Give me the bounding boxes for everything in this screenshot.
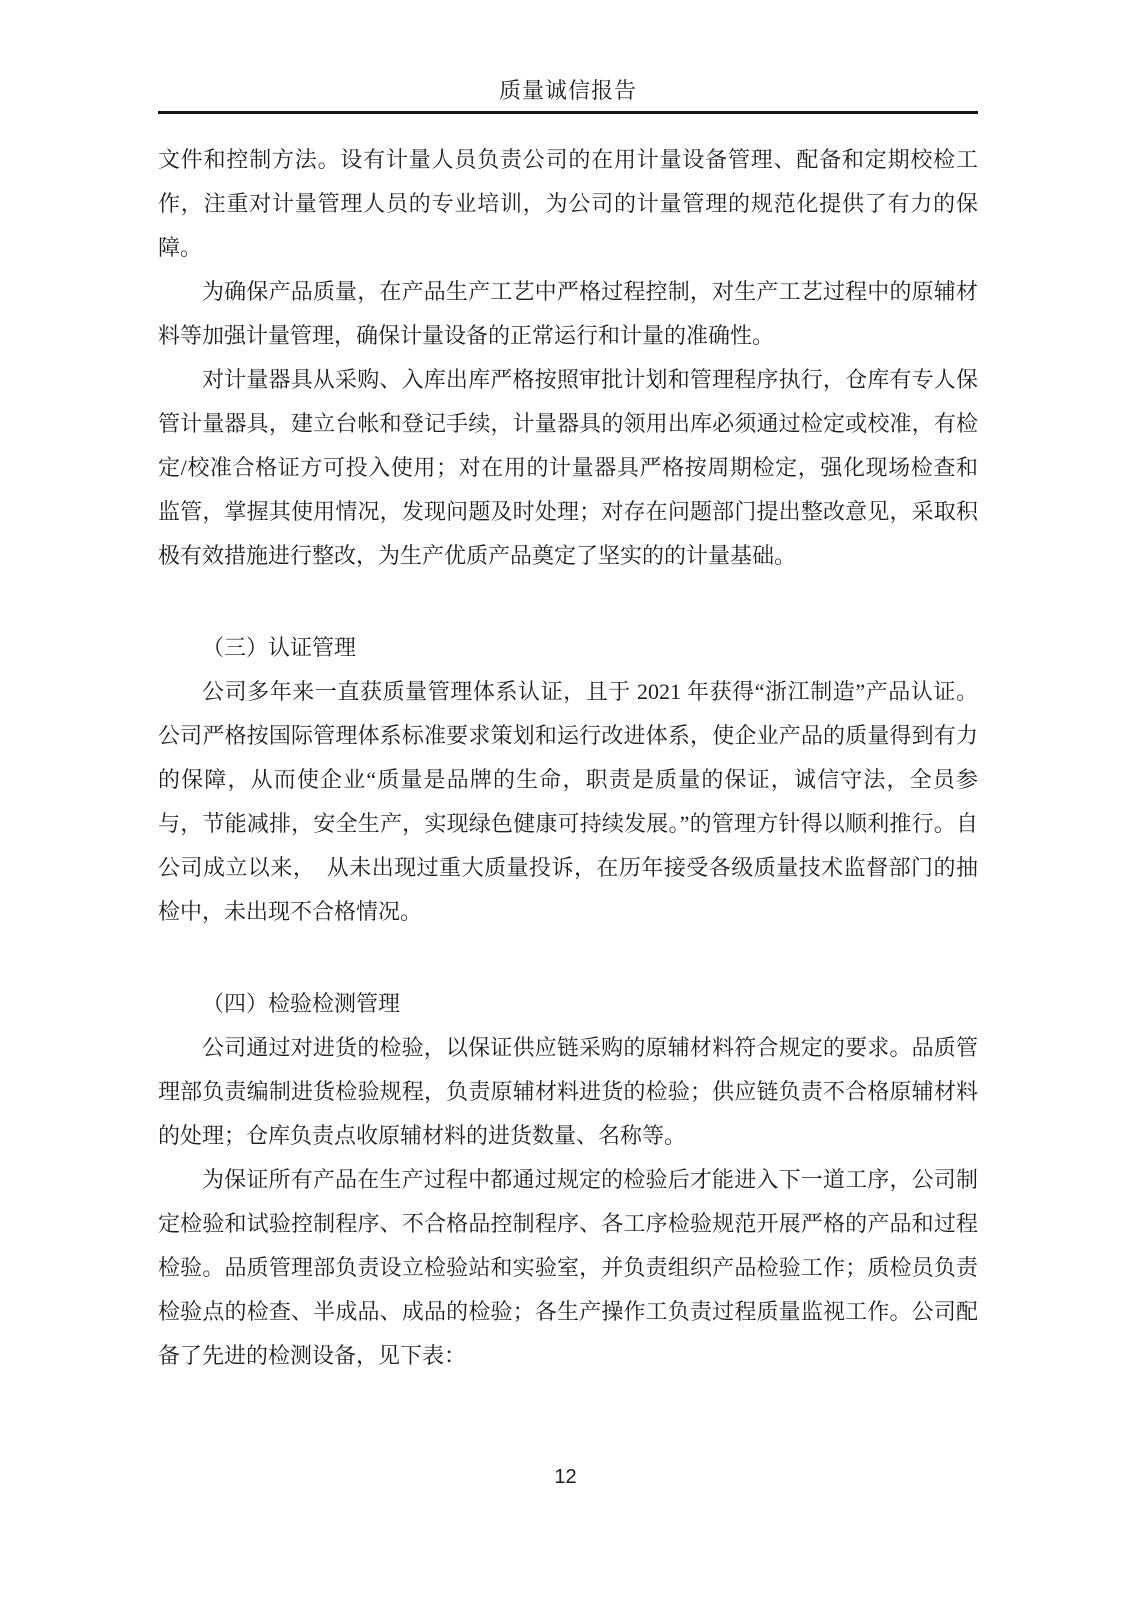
page-header: [158, 0, 978, 114]
page-footer: [0, 1466, 1131, 1489]
paragraph-instrument-management: 对计量器具从采购、入库出库严格按照审批计划和管理程序执行，仓库有专人保管计量器具，建立台帐和登记手续，计量器具的领用出库必须通过检定或校准，有检定/校准合格证方可投入使用；对在用的计量器具严格按周期检定，强化现场检查和监管，掌握其使用情况，发现问题及时处理；对存在问题部门提出整改意见，采取积极有效措施进行整改，为生产优质产品奠定了坚实的的计量基础。: [158, 367, 978, 568]
section-heading-certification-management: （三）认证管理: [202, 635, 357, 660]
paragraph-metrology-equipment: 文件和控制方法。设有计量人员负责公司的在用计量设备管理、配备和定期校检工作，注重对计量管理人员的专业培训，为公司的计量管理的规范化提供了有力的保障。: [158, 147, 978, 260]
paragraph-process-control: 为确保产品质量，在产品生产工艺中严格过程控制，对生产工艺过程中的原辅材料等加强计量管理，确保计量设备的正常运行和计量的准确性。: [158, 279, 978, 348]
paragraph-certification: 公司多年来一直获质量管理体系认证，且于 2021 年获得“浙江制造”产品认证。公司严格按国际管理体系标准要求策划和运行改进体系，使企业产品的质量得到有力的保障，从而使企业“质量是品牌的生命，职责是质量的保证，诚信守法，全员参与，节能减排，安全生产，实现绿色健康可持续发展。”的管理方针得以顺利推行。自公司成立以来， 从未出现过重大质量投诉，在历年接受各级质量技术监督部门的抽检中，未出现不合格情况。: [158, 679, 978, 924]
section-heading-inspection-testing-management: （四）检验检测管理: [202, 991, 401, 1016]
page-number: 12: [554, 1466, 577, 1488]
paragraph-incoming-inspection: 公司通过对进货的检验，以保证供应链采购的原辅材料符合规定的要求。品质管理部负责编制进货检验规程，负责原辅材料进货的检验；供应链负责不合格原辅材料的处理；仓库负责点收原辅材料的进货数量、名称等。: [158, 1035, 978, 1148]
paragraph-process-inspection: 为保证所有产品在生产过程中都通过规定的检验后才能进入下一道工序，公司制定检验和试验控制程序、不合格品控制程序、各工序检验规范开展严格的产品和过程检验。品质管理部负责设立检验站和实验室，并负责组织产品检验工作；质检员负责检验点的检查、半成品、成品的检验；各生产操作工负责过程质量监视工作。公司配备了先进的检测设备，见下表：: [158, 1167, 978, 1368]
page-title: 质量诚信报告: [498, 78, 637, 103]
document-body: [158, 138, 978, 1378]
